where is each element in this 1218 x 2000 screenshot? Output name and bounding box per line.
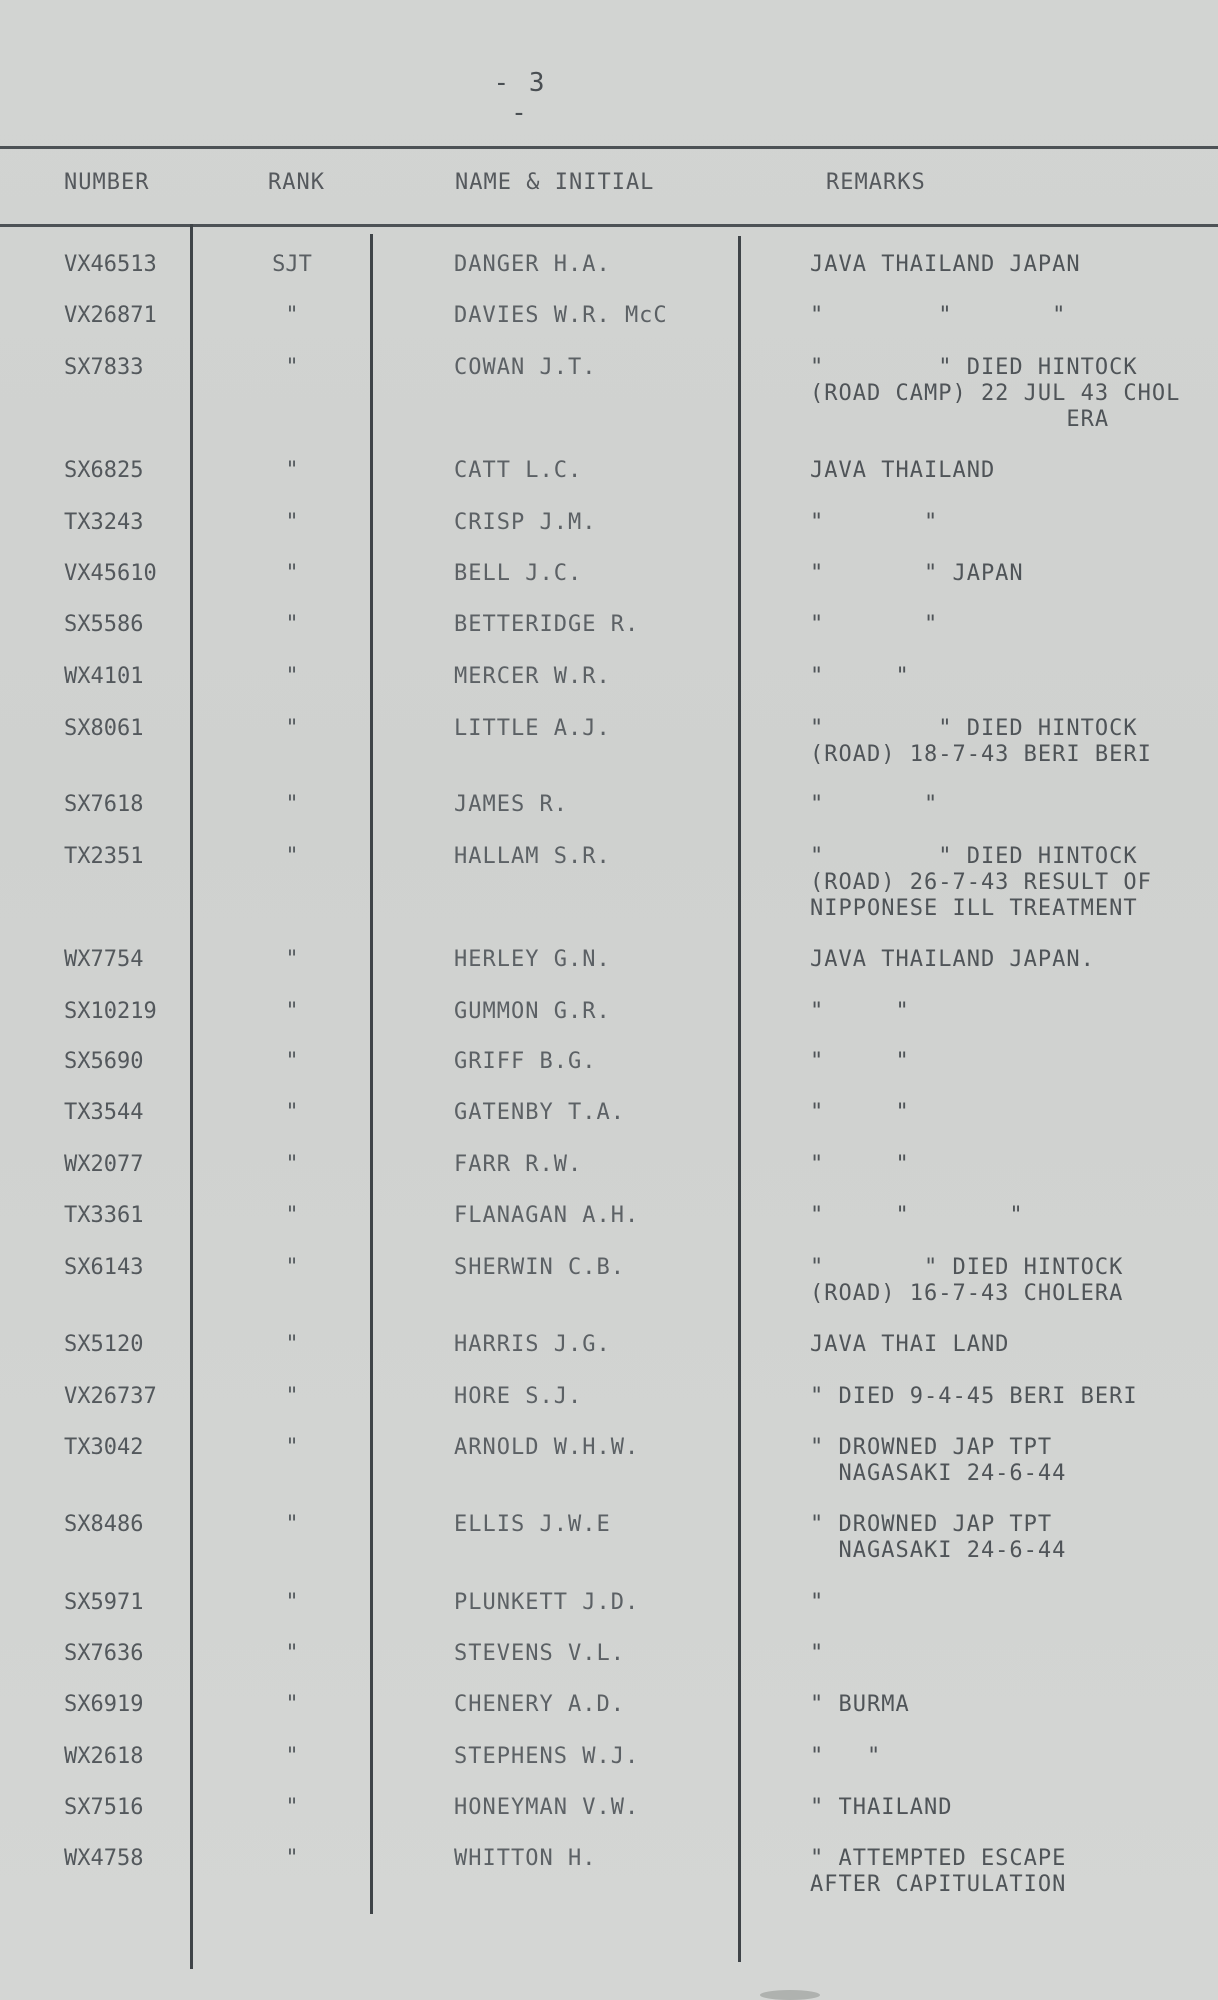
header-remarks: REMARKS [826,170,926,195]
name-cell: PLUNKETT J.D. [454,1590,640,1615]
name-cell: DANGER H.A. [454,252,611,277]
rank-cell: " [285,664,299,689]
name-cell: BETTERIDGE R. [454,612,640,637]
remarks-cell: JAVA THAILAND [810,458,996,483]
rank-cell: " [285,1203,299,1228]
rank-cell: " [285,947,299,972]
name-cell: WHITTON H. [454,1846,597,1871]
number-cell: WX7754 [64,947,144,972]
name-cell: GATENBY T.A. [454,1100,625,1125]
rank-cell: " [285,1332,299,1357]
rank-cell: " [285,792,299,817]
number-cell: SX7833 [64,355,144,380]
number-cell: VX46513 [64,252,157,277]
number-cell: SX8061 [64,716,144,741]
remarks-cell: " " [810,1049,910,1074]
header-rank: RANK [268,170,325,195]
column-divider-2 [370,234,373,1914]
remarks-cell: " DROWNED JAP TPT NAGASAKI 24-6-44 [810,1512,1067,1563]
rank-cell: " [285,1641,299,1666]
rank-cell: " [285,510,299,535]
rank-cell: " [285,1846,299,1871]
number-cell: WX4758 [64,1846,144,1871]
name-cell: MERCER W.R. [454,664,611,689]
rank-cell: " [285,844,299,869]
rank-cell: SJT [272,252,312,277]
name-cell: GRIFF B.G. [454,1049,597,1074]
number-cell: SX8486 [64,1512,144,1537]
remarks-cell: " " DIED HINTOCK (ROAD) 16-7-43 CHOLERA [810,1255,1124,1306]
remarks-cell: " " [810,1100,910,1125]
number-cell: SX7636 [64,1641,144,1666]
name-cell: ELLIS J.W.E [454,1512,611,1537]
remarks-cell: " " JAPAN [810,561,1024,586]
number-cell: SX6919 [64,1692,144,1717]
name-cell: GUMMON G.R. [454,999,611,1024]
name-cell: CRISP J.M. [454,510,597,535]
name-cell: FLANAGAN A.H. [454,1203,640,1228]
name-cell: HERLEY G.N. [454,947,611,972]
rank-cell: " [285,716,299,741]
name-cell: CATT L.C. [454,458,583,483]
number-cell: VX45610 [64,561,157,586]
rank-cell: " [285,561,299,586]
remarks-cell: " DROWNED JAP TPT NAGASAKI 24-6-44 [810,1435,1067,1486]
rank-cell: " [285,1049,299,1074]
rank-cell: " [285,1255,299,1280]
name-cell: HONEYMAN V.W. [454,1795,640,1820]
name-cell: LITTLE A.J. [454,716,611,741]
rank-cell: " [285,1795,299,1820]
remarks-cell: " [810,1641,825,1666]
remarks-cell: " " [810,999,910,1024]
number-cell: TX2351 [64,844,144,869]
rank-cell: " [285,1590,299,1615]
remarks-cell: " ATTEMPTED ESCAPE AFTER CAPITULATION [810,1846,1067,1897]
name-cell: COWAN J.T. [454,355,597,380]
remarks-cell: " THAILAND [810,1795,953,1820]
number-cell: WX4101 [64,664,144,689]
column-divider-1 [190,224,193,1969]
remarks-cell: JAVA THAILAND JAPAN. [810,947,1095,972]
rank-cell: " [285,458,299,483]
header-name: NAME & INITIAL [455,170,655,195]
rank-cell: " [285,1744,299,1769]
name-cell: HARRIS J.G. [454,1332,611,1357]
header-number: NUMBER [64,170,150,195]
ink-smudge [760,1990,820,2000]
number-cell: SX5971 [64,1590,144,1615]
number-cell: TX3544 [64,1100,144,1125]
column-divider-3 [738,236,741,1962]
remarks-cell: JAVA THAILAND JAPAN [810,252,1081,277]
number-cell: TX3042 [64,1435,144,1460]
header-rule [0,224,1218,227]
rank-cell: " [285,999,299,1024]
number-cell: SX5586 [64,612,144,637]
name-cell: STEPHENS W.J. [454,1744,640,1769]
number-cell: WX2618 [64,1744,144,1769]
top-rule [0,146,1218,149]
remarks-cell: " DIED 9-4-45 BERI BERI [810,1384,1138,1409]
rank-cell: " [285,1152,299,1177]
number-cell: SX6143 [64,1255,144,1280]
name-cell: HALLAM S.R. [454,844,611,869]
name-cell: DAVIES W.R. McC [454,303,668,328]
name-cell: CHENERY A.D. [454,1692,625,1717]
remarks-cell: " " [810,612,939,637]
remarks-cell: " " DIED HINTOCK (ROAD) 26-7-43 RESULT OF NIPPONESE ILL TREATMENT [810,844,1152,921]
remarks-cell: " " " [810,303,1067,328]
rank-cell: " [285,303,299,328]
number-cell: SX6825 [64,458,144,483]
name-cell: ARNOLD W.H.W. [454,1435,640,1460]
page-number: - 3 - [493,68,547,128]
name-cell: STEVENS V.L. [454,1641,625,1666]
name-cell: JAMES R. [454,792,568,817]
remarks-cell: " " DIED HINTOCK (ROAD) 18-7-43 BERI BERI [810,716,1152,767]
remarks-cell: " " [810,792,939,817]
remarks-cell: " " [810,510,939,535]
number-cell: TX3361 [64,1203,144,1228]
number-cell: SX10219 [64,999,157,1024]
rank-cell: " [285,1100,299,1125]
number-cell: SX5690 [64,1049,144,1074]
remarks-cell: " " [810,1152,910,1177]
remarks-cell: " " [810,664,910,689]
name-cell: SHERWIN C.B. [454,1255,625,1280]
rank-cell: " [285,612,299,637]
remarks-cell: " " [810,1744,882,1769]
number-cell: SX7618 [64,792,144,817]
rank-cell: " [285,1435,299,1460]
remarks-cell: " " DIED HINTOCK (ROAD CAMP) 22 JUL 43 CHOL ERA [810,355,1181,432]
remarks-cell: " " " [810,1203,1024,1228]
number-cell: VX26737 [64,1384,157,1409]
name-cell: HORE S.J. [454,1384,583,1409]
remarks-cell: " [810,1590,825,1615]
rank-cell: " [285,355,299,380]
rank-cell: " [285,1384,299,1409]
number-cell: WX2077 [64,1152,144,1177]
remarks-cell: JAVA THAI LAND [810,1332,1010,1357]
name-cell: BELL J.C. [454,561,583,586]
number-cell: VX26871 [64,303,157,328]
rank-cell: " [285,1512,299,1537]
rank-cell: " [285,1692,299,1717]
number-cell: SX5120 [64,1332,144,1357]
remarks-cell: " BURMA [810,1692,910,1717]
number-cell: TX3243 [64,510,144,535]
number-cell: SX7516 [64,1795,144,1820]
name-cell: FARR R.W. [454,1152,583,1177]
